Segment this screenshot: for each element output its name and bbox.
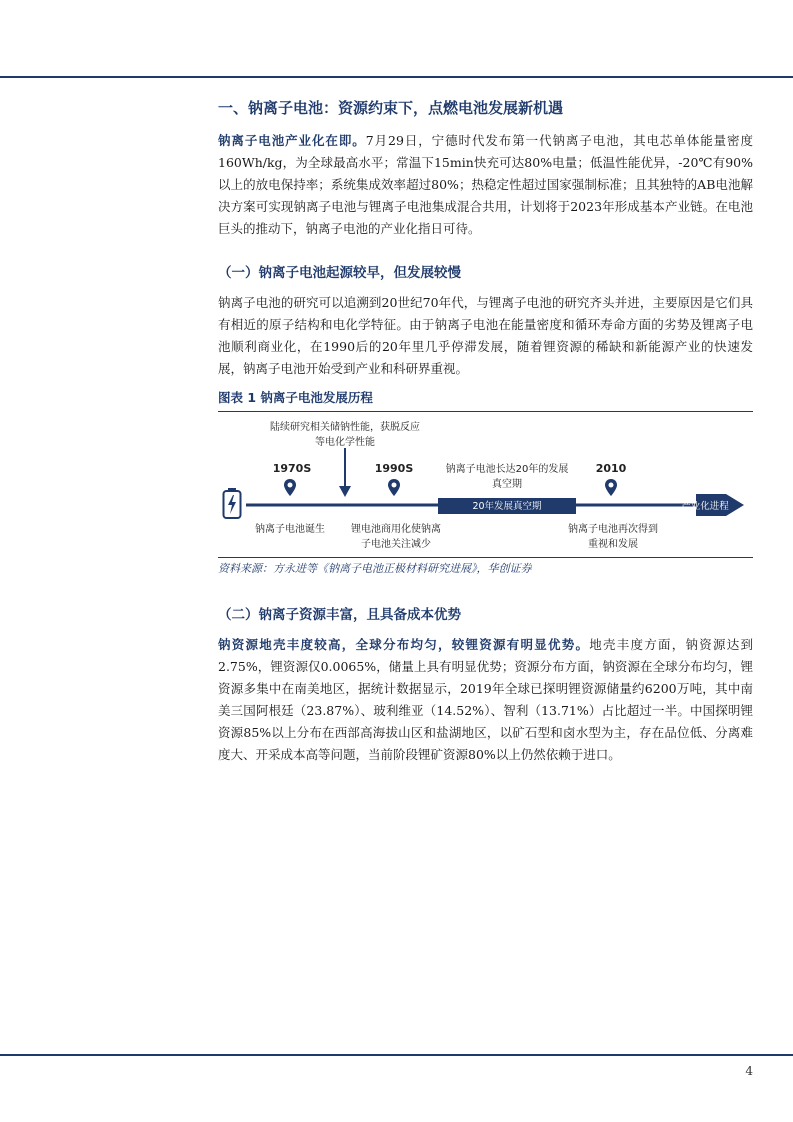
event-sodium-revival: 钠离子电池再次得到重视和发展 (568, 524, 658, 550)
section-heading: 一、钠离子电池：资源约束下，点燃电池发展新机遇 (218, 99, 564, 117)
development-timeline (218, 412, 753, 557)
figure-title: 图表 1 钠离子电池发展历程 (218, 388, 753, 412)
resource-body: 地壳丰度方面，钠资源达到2.75%，锂资源仅0.0065%，储量上具有明显优势；资源分布方面，钠资源在全球分布均匀，锂资源多集中在南美地区，据统计数据显示，2019年全球已探明锂资源储量约6200万吨，其中南美三国阿根廷（23.87%）、玻利维亚（14.52%）、智利（13.71%）占比超过一半。中国探明锂资源85%以上分布在西部高海拔山区和盐湖地区，以矿石型和卤水型为主，存在品位低、分离难度大、开采成本高等问题，当前阶段锂矿资源80%以上仍然依赖于进口。 (218, 637, 753, 762)
footer-rule (0, 1054, 793, 1056)
year-1970s: 1970S (272, 462, 312, 475)
subsection-heading-2: （二）钠离子资源丰富，且具备成本优势 (218, 607, 461, 623)
battery-icon (222, 488, 242, 520)
header-rule (0, 76, 793, 78)
resource-lead: 钠资源地壳丰度较高，全球分布均匀，较锂资源有明显优势。 (218, 637, 590, 652)
gap-period-label: 20年发展真空期 (472, 501, 542, 512)
year-1990s: 1990S (374, 462, 414, 475)
timeline-note-research: 陆续研究相关储钠性能，获脱反应等电化学性能 (270, 422, 420, 448)
event-lithium-commercial: 锂电池商用化使钠离子电池关注减少 (351, 524, 441, 550)
figure-source: 资料来源：方永进等《钠离子电池正极材料研究进展》，华创证券 (218, 562, 532, 575)
figure-1 (218, 388, 753, 578)
origin-paragraph: 钠离子电池的研究可以追溯到20世纪70年代，与锂离子电池的研究齐头并进，主要原因是它们具有相近的原子结构和电化学特征。由于钠离子电池在能量密度和循环寿命方面的劣势及锂离子电池顺利商业化，在1990后的20年里几乎停滞发展，随着锂资源的稀缺和新能源产业的快速发展，钠离子电池开始受到产业和科研界重视。 (218, 295, 753, 376)
intro-body: 7月29日，宁德时代发布第一代钠离子电池，其电芯单体能量密度160Wh/kg，为全球最高水平；常温下15min快充可达80%电量；低温性能优异，-20℃有90%以上的放电保持率；系统集成效率超过80%；热稳定性超过国家强制标准；且其独特的AB电池解决方案可实现钠离子电池与锂离子电池集成混合共用，计划将于2023年形成基本产业链。在电池巨头的推动下，钠离子电池的产业化指日可待。 (218, 133, 753, 236)
down-arrow-icon (338, 448, 352, 498)
subsection-heading-1: （一）钠离子电池起源较早，但发展较慢 (218, 265, 461, 281)
year-2010: 2010 (595, 462, 627, 475)
industrialization-label: 产业化进程 (681, 501, 729, 512)
page-number: 4 (745, 1064, 753, 1078)
gap-period-note: 钠离子电池长达20年的发展真空期 (445, 464, 569, 490)
page-content (218, 96, 753, 766)
intro-lead: 钠离子电池产业化在即。 (218, 133, 366, 148)
resource-paragraph (218, 634, 753, 766)
figure-bottom-rule (218, 557, 753, 558)
event-sodium-birth: 钠离子电池诞生 (255, 524, 325, 535)
intro-paragraph (218, 130, 753, 240)
